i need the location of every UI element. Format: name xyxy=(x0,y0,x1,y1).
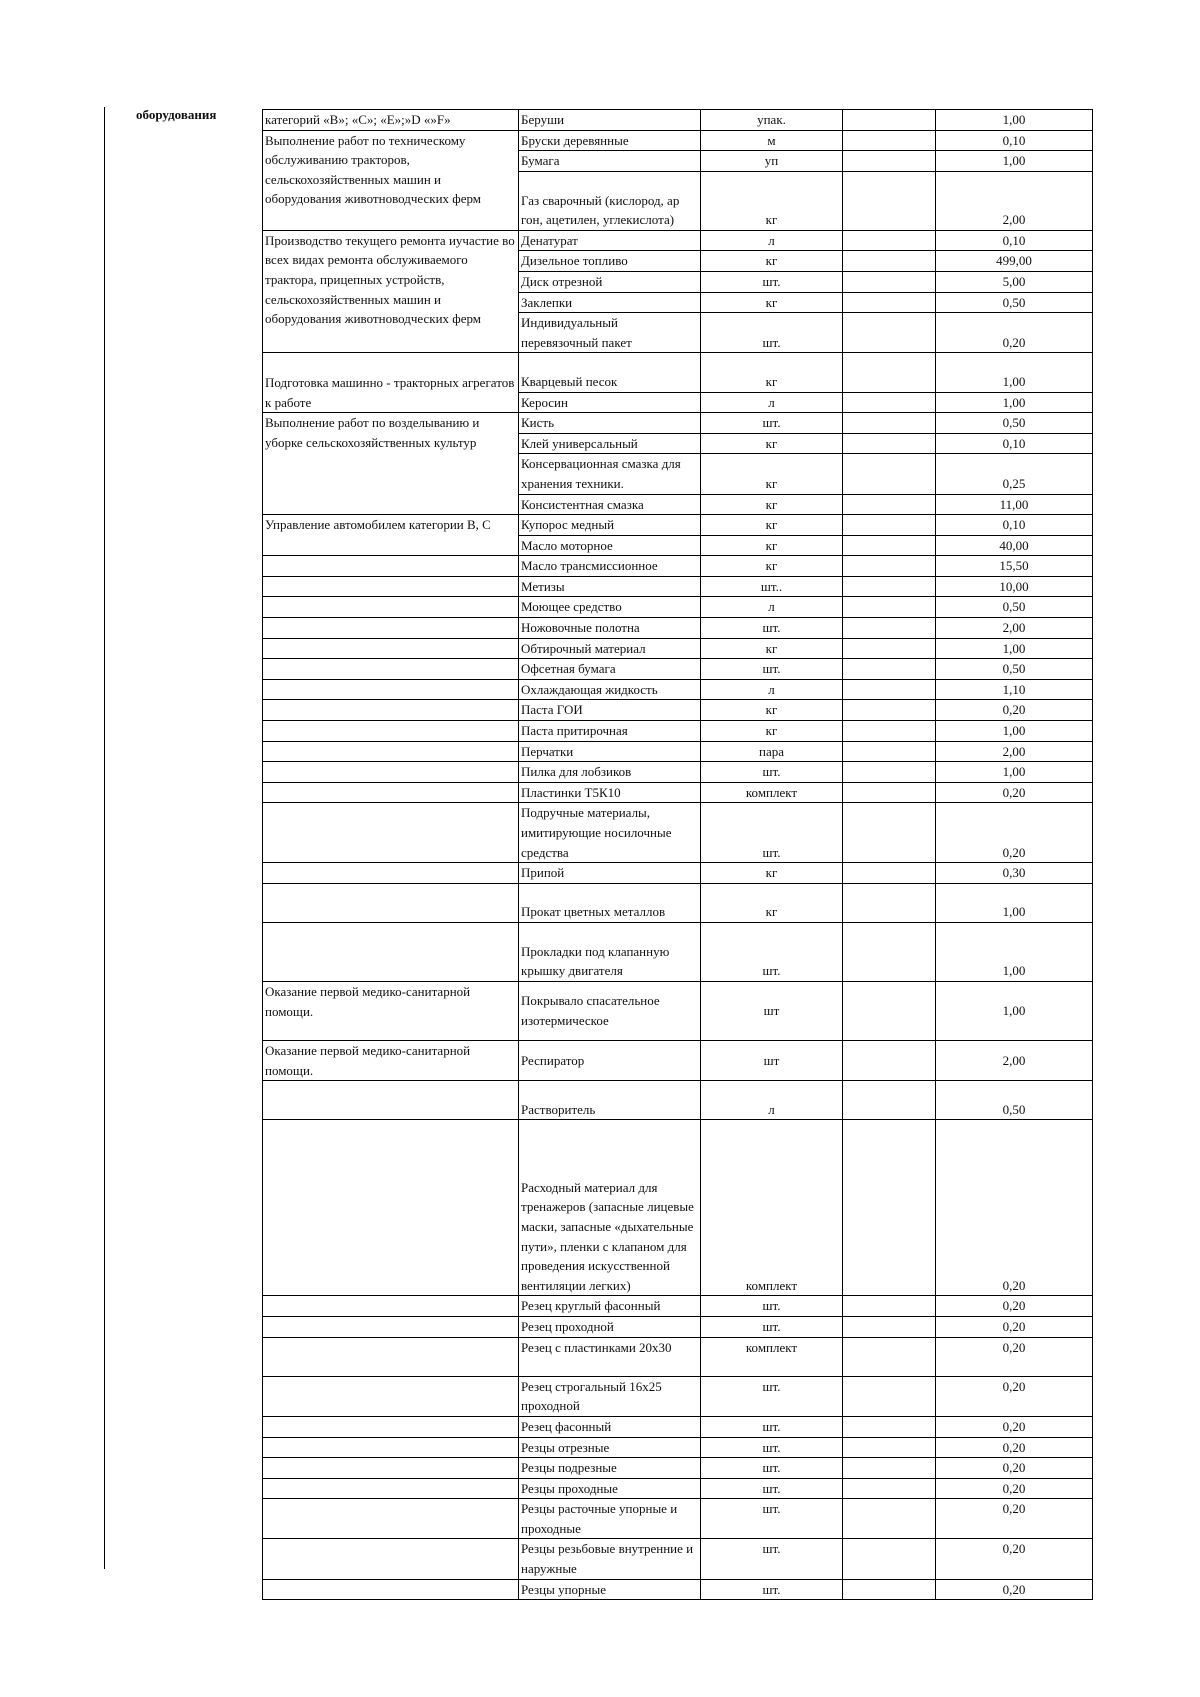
material-name-cell: Резец с пластинками 20х30 xyxy=(519,1337,701,1376)
empty-cell xyxy=(843,1040,936,1080)
task-cell-empty xyxy=(263,700,519,721)
empty-cell xyxy=(843,597,936,618)
empty-cell xyxy=(843,1416,936,1437)
material-name-cell: Пилка для лобзиков xyxy=(519,762,701,783)
quantity-cell: 0,20 xyxy=(936,1478,1093,1499)
quantity-cell: 1,00 xyxy=(936,922,1093,981)
table-row xyxy=(263,863,1093,884)
task-text: Оказание первой медико-санитарной помощи. xyxy=(265,983,471,1019)
empty-cell xyxy=(843,392,936,413)
quantity-cell: 0,20 xyxy=(936,1499,1093,1539)
empty-cell xyxy=(843,618,936,639)
table-row xyxy=(263,762,1093,783)
material-name-cell: Кварцевый песок xyxy=(519,353,701,392)
quantity-cell: 0,25 xyxy=(936,454,1093,494)
table-row xyxy=(263,1437,1093,1458)
empty-cell xyxy=(843,251,936,272)
unit-cell: кг xyxy=(701,171,843,230)
quantity-cell: 2,00 xyxy=(936,741,1093,762)
unit-cell: кг xyxy=(701,638,843,659)
unit-cell: комплект xyxy=(701,1120,843,1296)
task-cell-empty xyxy=(263,597,519,618)
unit-cell: шт. xyxy=(701,1539,843,1579)
material-name-cell: Прокладки под клапанную крышку двигателя xyxy=(519,922,701,981)
empty-cell xyxy=(843,151,936,172)
unit-cell: кг xyxy=(701,721,843,742)
unit-cell: шт. xyxy=(701,618,843,639)
empty-cell xyxy=(843,741,936,762)
quantity-cell: 0,20 xyxy=(936,1337,1093,1376)
quantity-cell: 1,00 xyxy=(936,151,1093,172)
task-cell-empty xyxy=(263,659,519,680)
table-row xyxy=(263,1120,1093,1296)
unit-cell: уп xyxy=(701,151,843,172)
task-cell xyxy=(263,353,519,413)
quantity-cell: 2,00 xyxy=(936,1040,1093,1080)
task-cell-empty xyxy=(263,1579,519,1600)
unit-cell: кг xyxy=(701,353,843,392)
unit-cell: комплект xyxy=(701,1337,843,1376)
task-cell xyxy=(263,413,519,515)
quantity-cell: 0,20 xyxy=(936,803,1093,863)
empty-cell xyxy=(843,883,936,922)
table-row xyxy=(263,883,1093,922)
material-name-cell: Резцы отрезные xyxy=(519,1437,701,1458)
material-name-cell: Беруши xyxy=(519,110,701,131)
task-cell-empty xyxy=(263,741,519,762)
quantity-cell: 5,00 xyxy=(936,271,1093,292)
table-row xyxy=(263,659,1093,680)
quantity-cell: 499,00 xyxy=(936,251,1093,272)
quantity-cell: 0,20 xyxy=(936,1539,1093,1579)
task-cell-empty xyxy=(263,1437,519,1458)
unit-cell: кг xyxy=(701,556,843,577)
material-name-cell: Обтирочный материал xyxy=(519,638,701,659)
material-name-cell: Респиратор xyxy=(519,1040,701,1080)
unit-cell: шт. xyxy=(701,413,843,434)
table-row xyxy=(263,1337,1093,1376)
quantity-cell: 0,20 xyxy=(936,1316,1093,1337)
quantity-cell: 1,00 xyxy=(936,981,1093,1040)
quantity-cell: 1,00 xyxy=(936,392,1093,413)
material-name-cell: Диск отрезной xyxy=(519,271,701,292)
unit-cell: кг xyxy=(701,292,843,313)
quantity-cell: 15,50 xyxy=(936,556,1093,577)
unit-cell: м xyxy=(701,130,843,151)
empty-cell xyxy=(843,454,936,494)
task-cell-empty xyxy=(263,1539,519,1579)
unit-cell: кг xyxy=(701,251,843,272)
empty-cell xyxy=(843,1296,936,1317)
task-cell-empty xyxy=(263,638,519,659)
material-name-cell: Керосин xyxy=(519,392,701,413)
task-cell-empty xyxy=(263,721,519,742)
task-cell-empty xyxy=(263,883,519,922)
unit-cell: шт. xyxy=(701,1437,843,1458)
unit-cell: упак. xyxy=(701,110,843,131)
unit-cell: шт. xyxy=(701,1416,843,1437)
material-name-cell: Индивидуальный перевязочный пакет xyxy=(519,313,701,353)
quantity-cell: 2,00 xyxy=(936,618,1093,639)
empty-cell xyxy=(843,1539,936,1579)
material-name-cell: Консервационная смазка для хранения техники. xyxy=(519,454,701,494)
material-name-cell: Резцы резьбовые внутренние и наружные xyxy=(519,1539,701,1579)
unit-cell: кг xyxy=(701,515,843,536)
empty-cell xyxy=(843,782,936,803)
table-row xyxy=(263,1478,1093,1499)
quantity-cell: 0,20 xyxy=(936,1416,1093,1437)
task-cell-empty xyxy=(263,782,519,803)
task-text: Выполнение работ по возделыванию и уборке сельскохозяйственных культур xyxy=(265,415,480,450)
table-row xyxy=(263,803,1093,863)
material-name-cell: Ножовочные полотна xyxy=(519,618,701,639)
empty-cell xyxy=(843,762,936,783)
unit-cell: кг xyxy=(701,454,843,494)
task-cell-empty xyxy=(263,863,519,884)
table-row xyxy=(263,556,1093,577)
task-cell-empty xyxy=(263,1337,519,1376)
materials-table xyxy=(262,109,1093,1600)
quantity-cell: 0,20 xyxy=(936,1437,1093,1458)
table-row xyxy=(263,1081,1093,1120)
unit-cell: пара xyxy=(701,741,843,762)
quantity-cell: 1,00 xyxy=(936,638,1093,659)
material-name-cell: Растворитель xyxy=(519,1081,701,1120)
table-row xyxy=(263,515,1093,536)
table-row xyxy=(263,597,1093,618)
quantity-cell: 10,00 xyxy=(936,576,1093,597)
unit-cell: шт. xyxy=(701,762,843,783)
task-cell-empty xyxy=(263,1499,519,1539)
task-text: Управление автомобилем категории В, С xyxy=(265,517,491,533)
table-row xyxy=(263,721,1093,742)
empty-cell xyxy=(843,556,936,577)
quantity-cell: 0,20 xyxy=(936,1376,1093,1416)
table-row xyxy=(263,110,1093,131)
unit-cell: шт. xyxy=(701,803,843,863)
empty-cell xyxy=(843,171,936,230)
quantity-cell: 0,10 xyxy=(936,230,1093,251)
material-name-cell: Офсетная бумага xyxy=(519,659,701,680)
empty-cell xyxy=(843,803,936,863)
task-cell-empty xyxy=(263,576,519,597)
task-cell xyxy=(263,230,519,353)
unit-cell: шт. xyxy=(701,659,843,680)
task-text: Оказание первой медико-санитарной помощи. xyxy=(265,1042,471,1078)
material-name-cell: Паста притирочная xyxy=(519,721,701,742)
task-cell xyxy=(263,515,519,556)
table-row xyxy=(263,1458,1093,1479)
task-text: Подготовка машинно - тракторных агрегатов к работе xyxy=(265,374,515,410)
material-name-cell: Резцы подрезные xyxy=(519,1458,701,1479)
quantity-cell: 0,20 xyxy=(936,1120,1093,1296)
task-cell xyxy=(263,1040,519,1080)
material-name-cell: Газ сварочный (кислород, ар гон, ацетилен, углекислота) xyxy=(519,171,701,230)
material-name-cell: Купорос медный xyxy=(519,515,701,536)
empty-cell xyxy=(843,353,936,392)
quantity-cell: 1,00 xyxy=(936,353,1093,392)
table-row xyxy=(263,618,1093,639)
quantity-cell: 0,20 xyxy=(936,700,1093,721)
empty-cell xyxy=(843,638,936,659)
unit-cell: л xyxy=(701,230,843,251)
material-name-cell: Масло трансмиссионное xyxy=(519,556,701,577)
unit-cell: шт. xyxy=(701,1316,843,1337)
quantity-cell: 0,10 xyxy=(936,130,1093,151)
material-name-cell: Кисть xyxy=(519,413,701,434)
task-text: Производство текущего ремонта иучастие во всех видах ремонта обслуживаемого трактора, прицепных устройств, сельскохозяйственных машин и оборудования животноводческих ферм xyxy=(265,232,515,327)
empty-cell xyxy=(843,679,936,700)
quantity-cell: 0,10 xyxy=(936,515,1093,536)
task-cell-empty xyxy=(263,1296,519,1317)
material-name-cell: Моющее средство xyxy=(519,597,701,618)
quantity-cell: 11,00 xyxy=(936,494,1093,515)
task-cell xyxy=(263,981,519,1040)
table-row xyxy=(263,1376,1093,1416)
empty-cell xyxy=(843,130,936,151)
unit-cell: шт.. xyxy=(701,576,843,597)
table-row xyxy=(263,1416,1093,1437)
materials-table-body xyxy=(263,110,1093,1600)
material-name-cell: Резцы проходные xyxy=(519,1478,701,1499)
unit-cell: шт. xyxy=(701,922,843,981)
table-row xyxy=(263,353,1093,392)
quantity-cell: 0,20 xyxy=(936,782,1093,803)
table-row xyxy=(263,741,1093,762)
unit-cell: кг xyxy=(701,883,843,922)
unit-cell: л xyxy=(701,597,843,618)
quantity-cell: 0,20 xyxy=(936,313,1093,353)
material-name-cell: Консистентная смазка xyxy=(519,494,701,515)
quantity-cell: 0,10 xyxy=(936,433,1093,454)
material-name-cell: Клей универсальный xyxy=(519,433,701,454)
task-cell-empty xyxy=(263,1316,519,1337)
unit-cell: л xyxy=(701,392,843,413)
unit-cell: шт xyxy=(701,981,843,1040)
table-row xyxy=(263,922,1093,981)
material-name-cell: Резцы упорные xyxy=(519,1579,701,1600)
quantity-cell: 0,50 xyxy=(936,597,1093,618)
task-cell-empty xyxy=(263,1416,519,1437)
material-name-cell: Бруски деревянные xyxy=(519,130,701,151)
unit-cell: шт. xyxy=(701,1296,843,1317)
task-cell-empty xyxy=(263,1081,519,1120)
task-cell-empty xyxy=(263,618,519,639)
table-row xyxy=(263,1579,1093,1600)
section-label: оборудования xyxy=(136,107,217,122)
empty-cell xyxy=(843,721,936,742)
left-margin-rule xyxy=(104,107,105,1569)
table-row xyxy=(263,1539,1093,1579)
table-row xyxy=(263,782,1093,803)
material-name-cell: Припой xyxy=(519,863,701,884)
quantity-cell: 0,30 xyxy=(936,863,1093,884)
material-name-cell: Подручные материалы, имитирующие носилочные средства xyxy=(519,803,701,863)
unit-cell: кг xyxy=(701,494,843,515)
table-row xyxy=(263,638,1093,659)
empty-cell xyxy=(843,1316,936,1337)
empty-cell xyxy=(843,659,936,680)
task-text: категорий «B»; «C»; «E»;»D «»F» xyxy=(265,112,451,127)
unit-cell: шт. xyxy=(701,313,843,353)
table-row xyxy=(263,1296,1093,1317)
quantity-cell: 1,10 xyxy=(936,679,1093,700)
quantity-cell: 0,20 xyxy=(936,1579,1093,1600)
unit-cell: кг xyxy=(701,700,843,721)
task-cell-empty xyxy=(263,1478,519,1499)
unit-cell: шт. xyxy=(701,1376,843,1416)
quantity-cell: 1,00 xyxy=(936,110,1093,131)
quantity-cell: 0,20 xyxy=(936,1458,1093,1479)
quantity-cell: 0,20 xyxy=(936,1296,1093,1317)
empty-cell xyxy=(843,576,936,597)
empty-cell xyxy=(843,1499,936,1539)
empty-cell xyxy=(843,1376,936,1416)
unit-cell: кг xyxy=(701,863,843,884)
material-name-cell: Резец проходной xyxy=(519,1316,701,1337)
task-cell-empty xyxy=(263,1120,519,1296)
empty-cell xyxy=(843,1478,936,1499)
unit-cell: кг xyxy=(701,433,843,454)
table-row xyxy=(263,679,1093,700)
material-name-cell: Денатурат xyxy=(519,230,701,251)
task-cell-empty xyxy=(263,679,519,700)
unit-cell: комплект xyxy=(701,782,843,803)
task-cell-empty xyxy=(263,922,519,981)
empty-cell xyxy=(843,1337,936,1376)
empty-cell xyxy=(843,1081,936,1120)
quantity-cell: 1,00 xyxy=(936,883,1093,922)
quantity-cell: 0,50 xyxy=(936,413,1093,434)
quantity-cell: 40,00 xyxy=(936,535,1093,556)
material-name-cell: Перчатки xyxy=(519,741,701,762)
material-name-cell: Бумага xyxy=(519,151,701,172)
task-cell-empty xyxy=(263,556,519,577)
material-name-cell: Паста ГОИ xyxy=(519,700,701,721)
unit-cell: кг xyxy=(701,535,843,556)
quantity-cell: 0,50 xyxy=(936,1081,1093,1120)
table-row xyxy=(263,413,1093,434)
material-name-cell: Метизы xyxy=(519,576,701,597)
material-name-cell: Охлаждающая жидкость xyxy=(519,679,701,700)
empty-cell xyxy=(843,230,936,251)
empty-cell xyxy=(843,535,936,556)
unit-cell: шт xyxy=(701,1040,843,1080)
unit-cell: л xyxy=(701,679,843,700)
quantity-cell: 0,50 xyxy=(936,659,1093,680)
unit-cell: шт. xyxy=(701,1458,843,1479)
empty-cell xyxy=(843,863,936,884)
table-row xyxy=(263,130,1093,151)
quantity-cell: 2,00 xyxy=(936,171,1093,230)
task-text: Выполнение работ по техническому обслуживанию тракторов, сельскохозяйственных машин и оборудования животноводческих ферм xyxy=(265,132,482,207)
empty-cell xyxy=(843,292,936,313)
empty-cell xyxy=(843,700,936,721)
empty-cell xyxy=(843,494,936,515)
task-cell xyxy=(263,130,519,230)
table-row xyxy=(263,1316,1093,1337)
material-name-cell: Резец строгальный 16х25 проходной xyxy=(519,1376,701,1416)
material-name-cell: Дизельное топливо xyxy=(519,251,701,272)
task-cell-empty xyxy=(263,762,519,783)
empty-cell xyxy=(843,313,936,353)
material-name-cell: Масло моторное xyxy=(519,535,701,556)
empty-cell xyxy=(843,433,936,454)
material-name-cell: Пластинки Т5К10 xyxy=(519,782,701,803)
table-row xyxy=(263,576,1093,597)
unit-cell: шт. xyxy=(701,1478,843,1499)
empty-cell xyxy=(843,271,936,292)
material-name-cell: Резцы расточные упорные и проходные xyxy=(519,1499,701,1539)
empty-cell xyxy=(843,1458,936,1479)
unit-cell: шт. xyxy=(701,271,843,292)
empty-cell xyxy=(843,922,936,981)
empty-cell xyxy=(843,1120,936,1296)
task-cell-empty xyxy=(263,803,519,863)
material-name-cell: Заклепки xyxy=(519,292,701,313)
table-row xyxy=(263,981,1093,1040)
material-name-cell: Прокат цветных металлов xyxy=(519,883,701,922)
empty-cell xyxy=(843,515,936,536)
task-cell-empty xyxy=(263,1458,519,1479)
empty-cell xyxy=(843,1437,936,1458)
unit-cell: шт. xyxy=(701,1579,843,1600)
empty-cell xyxy=(843,413,936,434)
material-name-cell: Расходный материал для тренажеров (запасные лицевые маски, запасные «дыхательные пути», пленки с клапаном для проведения искусственной вентиляции легких) xyxy=(519,1120,701,1296)
material-name-cell: Покрывало спасательное изотермическое xyxy=(519,981,701,1040)
unit-cell: шт. xyxy=(701,1499,843,1539)
empty-cell xyxy=(843,110,936,131)
table-row xyxy=(263,1499,1093,1539)
material-name-cell: Резец фасонный xyxy=(519,1416,701,1437)
unit-cell: л xyxy=(701,1081,843,1120)
table-row xyxy=(263,230,1093,251)
empty-cell xyxy=(843,981,936,1040)
table-row xyxy=(263,700,1093,721)
task-cell xyxy=(263,110,519,131)
quantity-cell: 0,50 xyxy=(936,292,1093,313)
quantity-cell: 1,00 xyxy=(936,762,1093,783)
table-row xyxy=(263,1040,1093,1080)
material-name-cell: Резец круглый фасонный xyxy=(519,1296,701,1317)
quantity-cell: 1,00 xyxy=(936,721,1093,742)
task-cell-empty xyxy=(263,1376,519,1416)
empty-cell xyxy=(843,1579,936,1600)
